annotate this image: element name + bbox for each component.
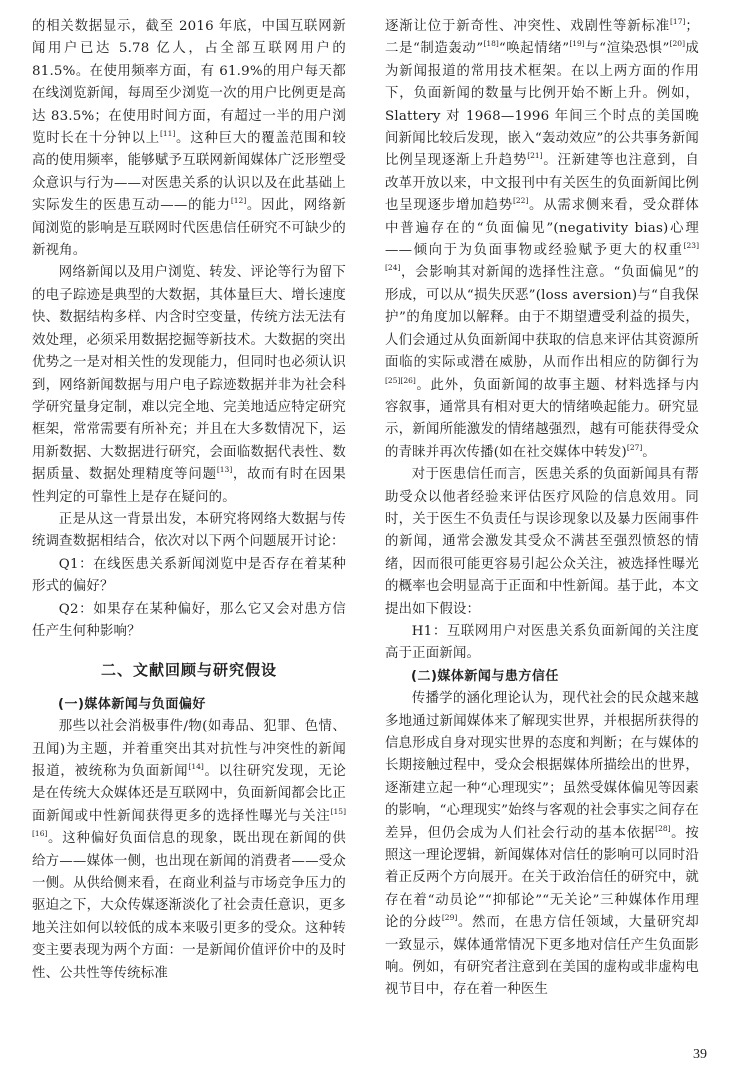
body-text: 。然而，在患方信任领域，大量研究却一致显示，媒体通常情况下更多地对信任产生负面影响。例如，有研究者注意到在美国的虚构或非虚构电视节目中，存在着一种医生 [385, 915, 699, 998]
citation: [18] [483, 39, 499, 49]
citation: [29] [441, 913, 458, 923]
body-text: 的相关数据显示，截至 2016 年底，中国互联网新闻用户已达 5.78 亿人，占全部互联网用户的 81.5%。在使用频率方面，有 61.9%的用户每天都在线浏览新闻，每周至少浏览一次的用户比例更是高达 83.5%；在使用时间方面，有超过一半的用户浏览时长在十分钟以上 [32, 19, 346, 147]
body-text: “唤起情绪” [498, 41, 570, 57]
paragraph [32, 262, 346, 508]
hypothesis-1: H1：互联网用户对医患关系负面新闻的关注度高于正面新闻。 [385, 623, 699, 662]
research-question-1: Q1：在线医患关系新闻浏览中是否存在着某种形式的偏好？ [32, 556, 346, 595]
citation: [21] [527, 151, 543, 161]
body-text: 。按照这一理论逻辑，新闻媒体对信任的影响可以同时沿着正反两个方向展开。在关于政治信任的研究中，就存在着“动员论”“抑郁论”“无关论”三种媒体作用理论的分歧 [385, 825, 699, 931]
left-column [32, 16, 346, 985]
citation: [19] [569, 39, 585, 49]
body-text: 网络新闻以及用户浏览、转发、评论等行为留下的电子踪迹是典型的大数据，其体量巨大、增长速度快、数据结构多样、内含时空变量，传统方法无法有效处理，必须采用数据挖掘等新技术。大数据的突出优势之一是对相关性的发现能力，但同时也必须认识到，网络新闻数据与用户电子踪迹数据并非为社会科学研究量身定制，难以完全地、完美地适应特定研究框架，常常需要有所补充；并且在大多数情况下，运用新数据、大数据进行研究，会面临数据代表性、数据质量、数据处理精度等问题 [32, 265, 346, 483]
body-text: 。这种偏好负面信息的现象，既出现在新闻的供给方——媒体一侧，也出现在新闻的消费者——受众一侧。从供给侧来看，在商业利益与市场竞争压力的驱迫之下，大众传媒逐渐淡化了社会责任意识，更多地关注如何以较低的成本来吸引更多的受众。这种转变主要表现为两个方面：一是新闻价值评价中的及时性、公共性等传统标准 [32, 831, 346, 981]
body-text: 。 [642, 444, 656, 460]
body-text: 。此外，负面新闻的故事主题、材料选择与内容叙事，通常具有相对更大的情绪唤起能力。研究显示，新闻所能激发的情绪越强烈，越有可能获得受众的青睐并再次传播(如在社交媒体中转发) [385, 377, 699, 460]
right-column [385, 16, 699, 1002]
body-text: 。这种巨大的覆盖范围和较高的使用频率，能够赋予互联网新闻媒体广泛形塑受众意识与行为——对医患关系的认识以及在此基础上实际发生的医患互动——的能力 [32, 131, 346, 214]
citation: [28] [655, 823, 671, 833]
citation: [27] [626, 442, 643, 452]
body-text: 成为新闻报道的常用技术框架。在以上两方面的作用下，负面新闻的数量与比例开始不断上升。例如，Slattery 对 1968—1996 年间三个时点的美国晚间新闻比较后发现，嵌入“轰动效应”的公共事务新闻比例呈现逐渐上升趋势 [385, 41, 699, 169]
body-text: 。以往研究发现，无论是在传统大众媒体还是互联网中，负面新闻都会比正面新闻或中性新闻获得更多的选择性曝光与关注 [32, 764, 346, 824]
subsection-title: (一)媒体新闻与负面偏好 [58, 696, 206, 712]
section-title: 二、文献回顾与研究假设 [100, 661, 277, 680]
subsection-title: (二)媒体新闻与患方信任 [411, 668, 559, 684]
citation: [25][26] [385, 375, 416, 385]
citation: [14] [188, 762, 204, 771]
citation: [12] [230, 196, 247, 206]
body-text: 逐渐让位于新奇性、冲突性、戏剧性等新标准 [385, 19, 670, 34]
page-number: 39 [693, 1047, 707, 1062]
citation: [13] [216, 465, 233, 475]
citation: [17] [670, 17, 686, 26]
body-text: ，会影响其对新闻的选择性注意。“负面偏见”的形成，可以从“损失厌恶”(loss aversion)与“自我保护”的角度加以解释。由于不期望遭受利益的损失，人们会通过从负面新闻中获取的信息来评估其资源所面临的实际或潜在威胁，从而作出相应的防御行为 [385, 265, 699, 371]
citation: [22] [512, 196, 529, 206]
paragraph [32, 16, 346, 262]
paragraph [385, 16, 699, 464]
body-text: 那些以社会消极事件/物(如毒品、犯罪、色情、丑闻)为主题，并着重突出其对抗性与冲突性的新闻报道，被统称为负面新闻 [32, 719, 346, 779]
body-text: ；二是“制造轰动” [385, 19, 699, 57]
citation: [23][24] [385, 241, 699, 273]
citation: [20] [669, 39, 685, 49]
paragraph: 正是从这一背景出发，本研究将网络大数据与传统调查数据相结合，依次对以下两个问题展开讨论： [32, 511, 346, 550]
research-question-2: Q2：如果存在某种偏好，那么它又会对患方信任产生何种影响？ [32, 601, 346, 639]
citation: [15][16] [32, 806, 346, 839]
body-text: ，故而有时在因果性判定的可靠性上是存在疑问的。 [32, 467, 346, 505]
paragraph [385, 688, 699, 1002]
paragraph: 对于医患信任而言，医患关系的负面新闻具有帮助受众以他者经验来评估医疗风险的信息效用。同时，关于医生不负责任与误诊现象以及暴力医闹事件的新闻，通常会激发其受众不满甚至强烈愤怒的情绪，因而很可能更容易引起公众关注，被选择性曝光的概率也会明显高于正面和中性新闻。基于此，本文提出如下假设： [385, 467, 699, 617]
citation: [11] [159, 129, 176, 139]
body-text: 与“渲染恐惧” [584, 41, 670, 57]
body-text: 传播学的涵化理论认为，现代社会的民众越来越多地通过新闻媒体来了解现实世界，并根据所获得的信息形成自身对现实世界的态度和判断；在与媒体的长期接触过程中，受众会根据媒体所描绘出的世界，逐渐建立起一种“心理现实”；虽然受媒体偏见等因素的影响，“心理现实”始终与客观的社会事实之间存在差异，但仍会成为人们社会行动的基本依据 [385, 691, 699, 841]
body-text: 。从需求侧来看，受众群体中普遍存在的“负面偏见”(negativity bias)心理——倾向于为负面事物或经验赋予更大的权重 [385, 198, 699, 259]
body-text: 。汪新建等也注意到，自改革开放以来，中文报刊中有关医生的负面新闻比例也呈现逐步增加趋势 [385, 153, 699, 214]
paragraph [32, 716, 346, 985]
body-text: 。因此，网络新闻浏览的影响是互联网时代医患信任研究不可缺少的新视角。 [32, 198, 346, 259]
